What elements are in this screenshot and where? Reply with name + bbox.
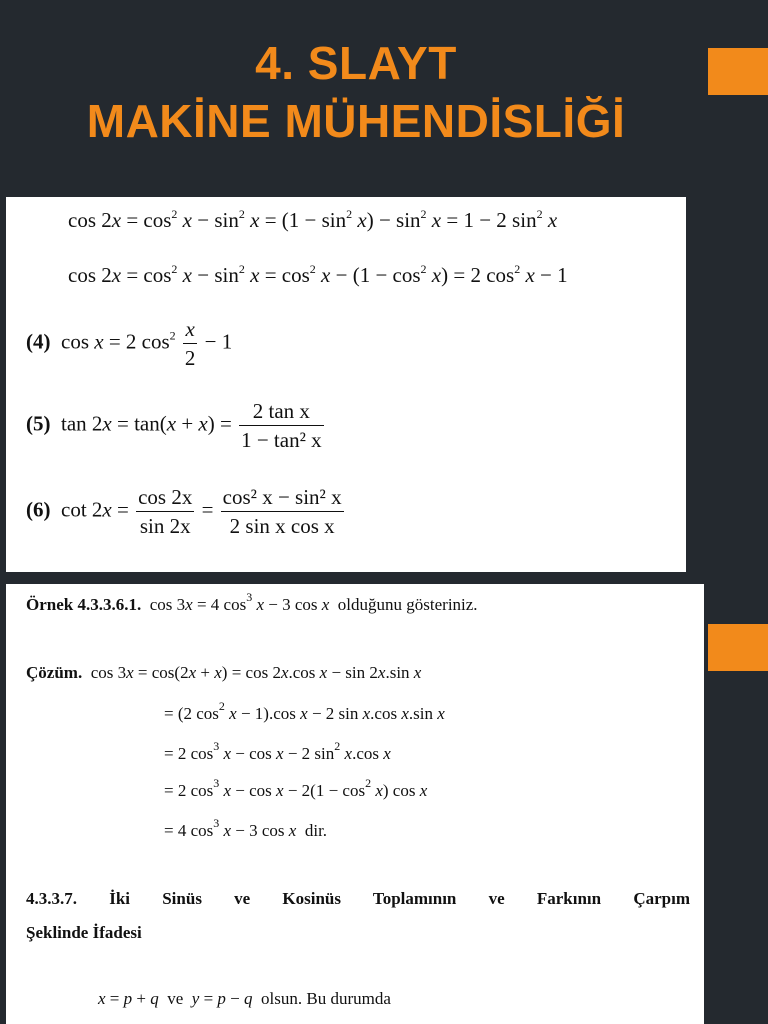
slide-title-line1: 4. SLAYT [255,37,457,89]
fraction-sin2x: sin 2x [139,514,191,538]
accent-block-top [714,48,768,95]
fraction-2sinxcosx: 2 sin x cos x [229,514,335,538]
equation-5: (5) tan 2x = tan(x + x) = $\frac{\text{2 tan x}}{\text{1 − tan² x}}$ [26,399,322,452]
fraction-cos2x: cos 2x [136,483,194,512]
solution-line-3: = 2 $\cos^3 x - \cos x - 2$ $\sin^2 x.\cos$ x [164,739,391,763]
ve-connector: ve [167,989,184,1008]
solution-dir: dir. [304,821,328,840]
fraction-2tanx: 2 tan x [239,397,324,426]
solution-line-2: = (2 $\cos^2 x - 1).\cos$ x − 2 sin x.cos x.sin x [164,699,445,723]
substitution-suffix: olsun. Bu durumda [261,989,391,1008]
equation-number-6: (6) [26,497,51,522]
example-suffix: olduğunu gösteriniz. [337,595,478,614]
substitution-line: x = p + q ve y = p − q olsun. Bu durumda [98,989,391,1008]
fraction-1-minus-tan2x: 1 − tan² x [241,428,322,452]
solution-label: Çözüm. [26,663,83,682]
fraction-cos2-minus-sin2: cos² x − sin² x [221,483,344,512]
equation-4: (4) cos x = 2 $\cos^2$ $\frac{x}{2}$ − 1 [26,317,233,370]
accent-block-middle [714,624,768,671]
equation-cos2x-sin-form: $\cos 2x = \cos^2 x - \sin^2 x = (1 - \sin^2 x) - \sin^2 x = 1 - 2$ $\sin^2 x$ [68,207,558,232]
equation-number-5: (5) [26,411,51,436]
solution-line-1: Çözüm. cos 3x = cos(2x + x) = cos 2x.cos x − sin 2x.sin x [26,663,422,682]
solution-line-5: = 4 $\cos^3 x - 3$ cos x dir. [164,816,328,840]
slide-title-line2: MAKİNE MÜHENDİSLİĞİ [86,95,626,147]
equation-6: (6) cot 2x = $\frac{\cos 2x}{\sin 2x}$ = $\frac{\text{cos² x − sin² x}}{\text{2 sin x cos x}}$ [26,485,342,538]
section-heading-line2: Şeklinde İfadesi [26,923,142,942]
fraction-denominator-2: 2 [184,346,196,370]
example-panel [6,584,704,1024]
section-heading-line1: 4.3.3.7. İki Sinüs ve Kosinüs Toplamının ve Farkının Çarpım [26,889,690,908]
solution-line-4: = 2 $\cos^3 x - \cos x - 2(1 - \cos^2 x)$ cos x [164,776,428,800]
equation-cos2x-cos-form: $\cos 2x = \cos^2 x - \sin^2 x = \cos^2 x - (1 - \cos^2 x) = 2$ $\cos^2 x - 1$ [68,262,568,287]
identities-panel [6,197,686,572]
example-label: Örnek 4.3.3.6.1. [26,595,142,614]
example-statement: Örnek 4.3.3.6.1. cos 3x = 4 $\cos^3 x - 3$ cos x olduğunu gösteriniz. [26,590,478,614]
fraction-numerator-x: x [183,315,198,344]
equation-number-4: (4) [26,329,51,354]
